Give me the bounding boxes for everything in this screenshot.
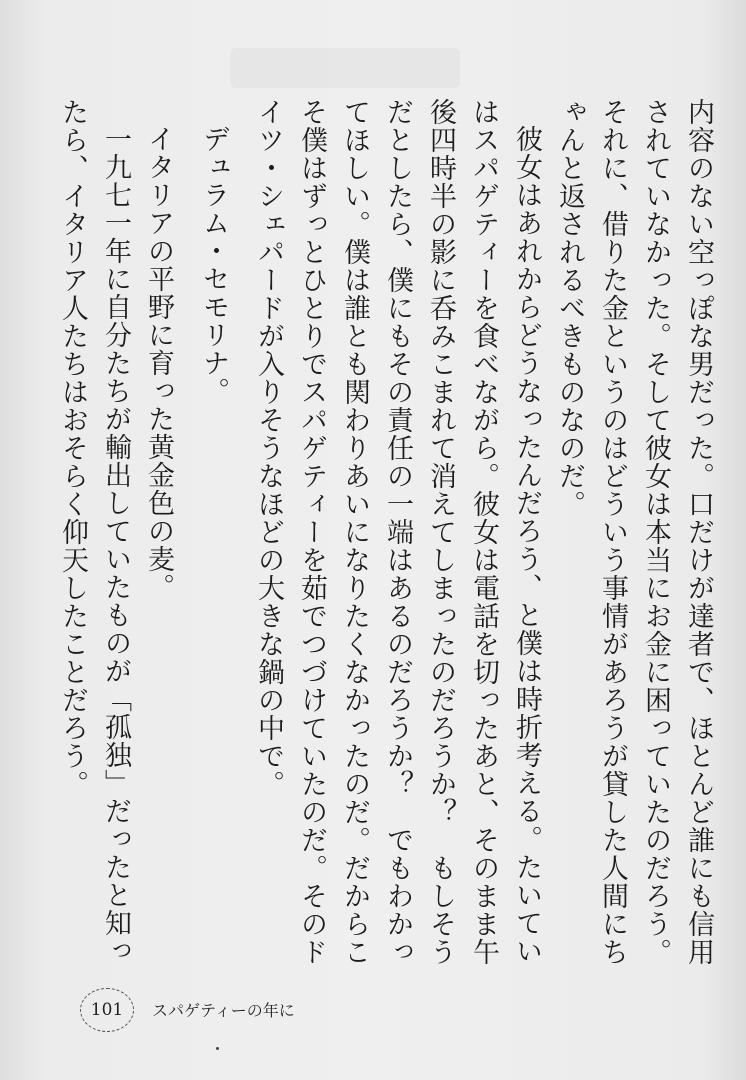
print-dot xyxy=(216,1047,219,1050)
paragraph-5: 一九七一年に自分たちが輸出していたものが「孤独」だったと知ったら、イタリア人たちはおそらく仰天したことだろう。 xyxy=(57,98,131,965)
faded-heading-bleedthrough xyxy=(230,48,460,88)
running-footer-title: スパゲティーの年に xyxy=(152,1001,295,1020)
paragraph-2: 彼女はあれからどうなったんだろう、と僕は時折考える。たいていはスパゲティーを食べながら。彼女は電話を切ったあと、そのまま午後四時半の影に呑みこまれて消えてしまったのだろうか？ もしそうだとしたら、僕にもその責任の一端はあるのだろうか？ でもわかってほしい。僕は誰とも関わりあいになりたくなかったのだ。だからこそ僕はずっとひとりでスパゲティーを茹でつづけていたのだ。そのドイツ・シェパードが入りそうなほどの大きな鍋の中で。 xyxy=(253,98,542,966)
paragraph-4: イタリアの平野に育った黄金色の麦。 xyxy=(143,125,174,601)
paragraph-3: デュラム・セモリナ。 xyxy=(198,125,229,405)
paragraph-1: 内容のない空っぽな男だった。口だけが達者で、ほとんど誰にも信用されていなかった。そして彼女は本当にお金に困っていたのだろう。それに、借りた金というのはどういう事情があろうが貸した人間にちゃんと返されるべきものなのだ。 xyxy=(554,98,714,966)
vertical-text-body xyxy=(57,98,720,983)
page-number: 101 xyxy=(80,988,134,1032)
